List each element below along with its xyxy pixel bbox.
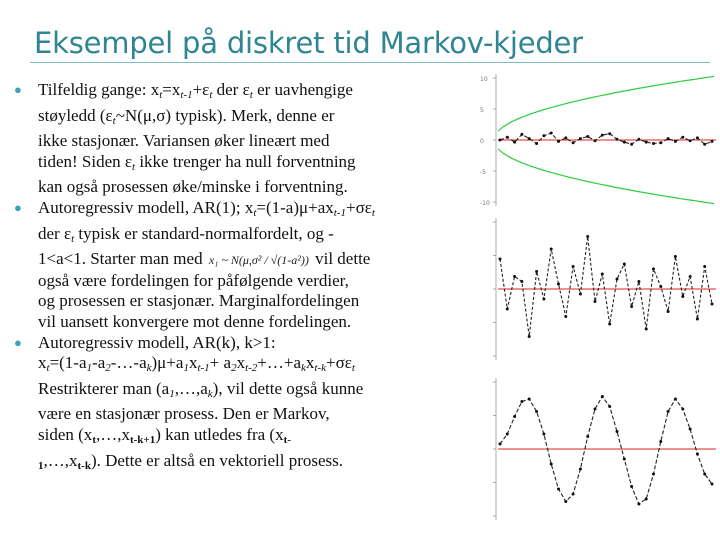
data-point	[499, 258, 502, 261]
data-point	[659, 440, 662, 443]
text-segment: Autoregressiv modell, AR(k), k>1:	[38, 332, 276, 352]
text-segment: ,…,a	[174, 378, 208, 398]
data-point	[513, 141, 516, 144]
data-point	[601, 273, 604, 276]
bullet-ark	[14, 332, 456, 477]
text-segment: ikke trenger ha null forventning	[135, 151, 356, 171]
data-point	[667, 137, 670, 140]
data-point	[572, 141, 575, 144]
text-segment: -a	[92, 353, 106, 373]
text-segment: x	[244, 197, 254, 217]
plots-panel	[470, 66, 720, 536]
data-point	[623, 141, 626, 144]
text-segment: vil uansett konvergere mot denne fordelingen.	[38, 311, 352, 331]
data-point	[572, 493, 575, 496]
text-segment: Restrikterer man (a	[38, 378, 170, 398]
text-segment: være en stasjonær prosess. Den er Markov,	[38, 404, 330, 424]
text-segment: ikke stasjonær. Variansen øker lineært med	[38, 131, 330, 151]
bullet-line	[38, 177, 456, 198]
data-point	[535, 410, 538, 413]
data-point	[499, 443, 502, 446]
data-point	[674, 140, 677, 143]
text-segment: siden	[38, 424, 74, 444]
slide-title: Eksempel på diskret tid Markov-kjeder	[34, 26, 583, 60]
text-segment: ) kan utledes fra (x	[155, 424, 284, 444]
text-segment: =(1-a	[49, 353, 87, 373]
data-point	[564, 500, 567, 503]
data-point	[550, 132, 553, 135]
text-segment: x₁ ~ N(μ,σ² / √(1-a²))	[208, 253, 309, 268]
data-point	[667, 310, 670, 313]
text-segment: k	[301, 362, 306, 375]
text-segment: Autoregressiv modell, AR(1);	[38, 197, 245, 217]
bullet-line	[38, 291, 456, 312]
text-segment: t-1	[197, 362, 210, 375]
text-segment: tiden! Siden ε	[38, 151, 133, 171]
text-segment: t	[351, 362, 355, 375]
text-segment: =x	[162, 80, 181, 99]
text-segment: ,…,x	[95, 424, 130, 444]
data-point	[616, 138, 619, 141]
text-segment: støyledd (	[38, 105, 106, 125]
bullet-ar1	[14, 197, 456, 333]
data-point	[528, 398, 531, 401]
text-segment: k	[146, 362, 152, 375]
text-segment: (x	[73, 424, 93, 444]
text-segment: 1	[38, 459, 44, 472]
data-point	[652, 268, 655, 271]
text-segment: -…-a	[110, 353, 147, 373]
data-point	[652, 473, 655, 476]
data-point	[667, 410, 670, 413]
ar1-plot	[493, 218, 716, 360]
data-point	[674, 255, 677, 258]
data-point	[579, 468, 582, 471]
bullet-line	[38, 249, 456, 271]
text-segment: x	[188, 353, 198, 373]
data-point	[689, 275, 692, 278]
text-segment: t	[371, 206, 375, 219]
data-point	[703, 265, 706, 268]
data-point	[542, 433, 545, 436]
ark-plot	[493, 378, 716, 520]
data-point	[689, 428, 692, 431]
data-point	[689, 139, 692, 142]
data-point	[616, 278, 619, 281]
data-point	[637, 138, 640, 141]
data-point	[506, 308, 509, 311]
text-segment: t	[253, 206, 257, 219]
data-point	[608, 323, 611, 326]
data-point	[506, 433, 509, 436]
data-point	[601, 134, 604, 137]
data-point	[608, 405, 611, 408]
y-tick-label: 10	[480, 76, 488, 83]
bullet-line	[38, 425, 456, 451]
text-segment: er uavhengige	[252, 80, 353, 99]
data-point	[557, 140, 560, 143]
text-segment: =(1-a)μ+ax	[256, 197, 334, 217]
text-segment: t-	[283, 433, 291, 446]
data-point	[520, 400, 523, 403]
data-point	[608, 132, 611, 135]
data-point	[711, 140, 714, 143]
y-tick-label: 5	[480, 107, 484, 114]
data-point	[645, 141, 648, 144]
slide-body	[14, 80, 456, 476]
data-point	[630, 143, 633, 146]
data-point	[681, 408, 684, 411]
data-point	[528, 335, 531, 338]
data-point	[550, 248, 553, 251]
bullet-line	[38, 404, 456, 425]
y-tick-label: 0	[480, 138, 484, 145]
data-point	[637, 280, 640, 283]
bullet-marker-icon: ●	[14, 82, 22, 97]
text-segment: t-k	[314, 362, 327, 375]
text-segment: x	[236, 353, 246, 373]
data-point	[535, 142, 538, 145]
text-segment: +σε	[326, 353, 352, 373]
data-point	[623, 263, 626, 266]
bullet-line	[38, 152, 456, 178]
data-point	[564, 315, 567, 318]
data-point	[645, 328, 648, 331]
data-point	[579, 137, 582, 140]
data-point	[564, 136, 567, 139]
data-point	[623, 458, 626, 461]
data-point	[520, 280, 523, 283]
text-segment: 1<a<1. Starter man med	[38, 249, 207, 269]
data-point	[711, 303, 714, 306]
data-point	[513, 415, 516, 418]
text-segment: der ε	[212, 80, 250, 99]
text-segment: også være fordelingen for påfølgende verdier,	[38, 270, 349, 290]
bullet-marker-icon: ●	[14, 334, 22, 350]
bullet-line	[38, 80, 456, 106]
text-segment: + a	[209, 353, 232, 373]
text-segment: vil dette	[310, 249, 371, 269]
text-segment: t-1	[333, 206, 346, 219]
bullet-random-walk	[14, 80, 456, 198]
data-point	[572, 265, 575, 268]
data-point	[696, 318, 699, 321]
text-segment: typisk er standard-normalfordelt, og	[74, 223, 324, 243]
series-line	[500, 237, 712, 337]
text-segment: ε	[105, 105, 113, 125]
data-point	[550, 463, 553, 466]
data-point	[594, 139, 597, 142]
bullet-line	[38, 131, 456, 152]
text-segment: kan også prosessen øke/minske i forventning.	[38, 177, 348, 197]
bullet-line	[38, 198, 456, 224]
upper-bound-curve	[498, 76, 714, 131]
y-tick-label: -5	[480, 169, 486, 176]
data-point	[528, 137, 531, 140]
data-point	[579, 293, 582, 296]
y-tick-label: -10	[480, 200, 490, 207]
text-segment: der ε	[38, 223, 72, 243]
text-segment: x	[38, 353, 47, 373]
bullet-line	[38, 312, 456, 333]
data-point	[586, 435, 589, 438]
text-segment: +σε	[345, 197, 372, 217]
text-segment: t-1	[180, 89, 193, 101]
data-point	[659, 285, 662, 288]
text-segment: 1	[86, 362, 93, 375]
text-segment: +ε	[192, 80, 210, 99]
text-segment: t-k+1	[129, 433, 156, 446]
text-segment: og prosessen er stasjonær. Marginalfordelingen	[38, 291, 360, 311]
lower-bound-curve	[498, 149, 714, 204]
data-point	[637, 503, 640, 506]
text-segment: t	[92, 433, 96, 446]
data-point	[535, 270, 538, 273]
text-segment: 1	[169, 387, 175, 400]
text-segment: -	[323, 223, 334, 243]
text-segment: k	[207, 387, 213, 400]
bullet-line	[38, 224, 456, 250]
data-point	[557, 283, 560, 286]
title-divider	[30, 62, 710, 63]
data-point	[586, 135, 589, 138]
text-segment: typisk). Merk, denne er	[171, 105, 335, 125]
text-segment: ,…,x	[43, 450, 78, 470]
random-walk-plot	[480, 74, 716, 207]
data-point	[601, 395, 604, 398]
text-segment: t	[132, 160, 136, 173]
text-segment: 1	[183, 362, 189, 375]
data-point	[630, 485, 633, 488]
text-segment: +…+a	[257, 353, 302, 373]
text-segment: ). Dette er altså en vektoriell prosess.	[90, 450, 344, 470]
data-point	[703, 143, 706, 146]
text-segment: t	[71, 232, 75, 245]
bullet-line	[38, 451, 456, 477]
data-point	[674, 398, 677, 401]
data-point	[652, 142, 655, 145]
data-point	[681, 295, 684, 298]
data-point	[557, 488, 560, 491]
series-line	[500, 133, 712, 144]
text-segment: t	[112, 114, 116, 127]
text-segment: t	[159, 89, 163, 101]
data-point	[594, 408, 597, 411]
data-point	[506, 136, 509, 139]
data-point	[513, 275, 516, 278]
bullet-line	[38, 106, 456, 132]
data-point	[703, 473, 706, 476]
text-segment: ~N(μ,σ)	[115, 105, 172, 125]
data-point	[542, 134, 545, 137]
bullet-marker-icon: ●	[14, 199, 22, 215]
data-point	[586, 235, 589, 238]
text-segment: ), vil dette også kunne	[212, 378, 364, 398]
data-point	[711, 483, 714, 486]
text-segment: 2	[105, 362, 111, 375]
data-point	[645, 498, 648, 501]
data-point	[696, 453, 699, 456]
bullet-line	[38, 379, 456, 405]
data-point	[681, 136, 684, 139]
text-segment: x	[150, 80, 160, 99]
text-segment: t-2	[245, 362, 258, 375]
data-point	[542, 298, 545, 301]
data-point	[520, 133, 523, 136]
text-segment: x	[305, 353, 315, 373]
bullet-line	[38, 353, 456, 379]
series-line	[500, 397, 712, 505]
data-point	[499, 139, 502, 142]
data-point	[616, 430, 619, 433]
text-segment: Tilfeldig gange:	[38, 80, 151, 99]
text-segment: t	[209, 89, 213, 101]
text-segment: t-k	[77, 459, 91, 472]
text-segment: )μ+a	[151, 353, 184, 373]
bullet-line	[38, 333, 456, 354]
data-point	[630, 305, 633, 308]
text-segment: 2	[231, 362, 237, 375]
data-point	[594, 300, 597, 303]
text-segment: t	[46, 362, 50, 375]
text-segment: t	[249, 89, 253, 101]
bullet-line	[38, 271, 456, 292]
data-point	[696, 136, 699, 139]
data-point	[659, 141, 662, 144]
